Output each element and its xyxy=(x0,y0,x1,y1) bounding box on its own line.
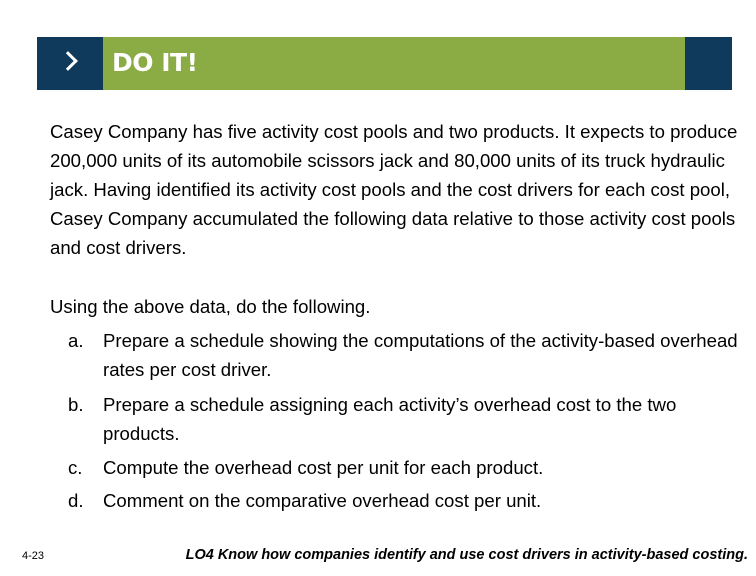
task-item-b xyxy=(68,390,738,448)
task-item-a xyxy=(68,326,738,384)
task-item-d xyxy=(68,486,738,515)
task-letter: d. xyxy=(68,490,84,511)
banner-title: DO IT! xyxy=(112,48,198,77)
intro-paragraph: Casey Company has five activity cost pools and two products. It expects to produce 200,000 units of its automobile scissors jack and 80,000 units of its truck hydraulic jack. Having identified its activity cost pools and the cost drivers for each cost pool, Casey Company accumulated the following data relative to those activity cost pools and cost drivers. xyxy=(50,121,738,258)
learning-objective: LO4 Know how companies identify and use cost drivers in activity-based costing. xyxy=(185,547,748,563)
instruction-text: Using the above data, do the following. xyxy=(50,296,371,317)
task-letter: a. xyxy=(68,330,84,351)
task-letter: b. xyxy=(68,394,84,415)
task-text: Comment on the comparative overhead cost per unit. xyxy=(103,490,542,511)
task-item-c xyxy=(68,453,738,482)
task-text: Prepare a schedule assigning each activity’s overhead cost to the two products. xyxy=(103,394,677,444)
banner xyxy=(103,37,685,90)
task-text: Prepare a schedule showing the computations of the activity-based overhead rates per cost driver. xyxy=(103,330,738,380)
banner-right-block xyxy=(685,37,732,90)
page-number: 4-23 xyxy=(22,550,45,562)
chevron-right-icon xyxy=(58,51,78,71)
task-text: Compute the overhead cost per unit for each product. xyxy=(103,457,544,478)
task-letter: c. xyxy=(68,457,83,478)
banner-left-block xyxy=(37,37,103,90)
